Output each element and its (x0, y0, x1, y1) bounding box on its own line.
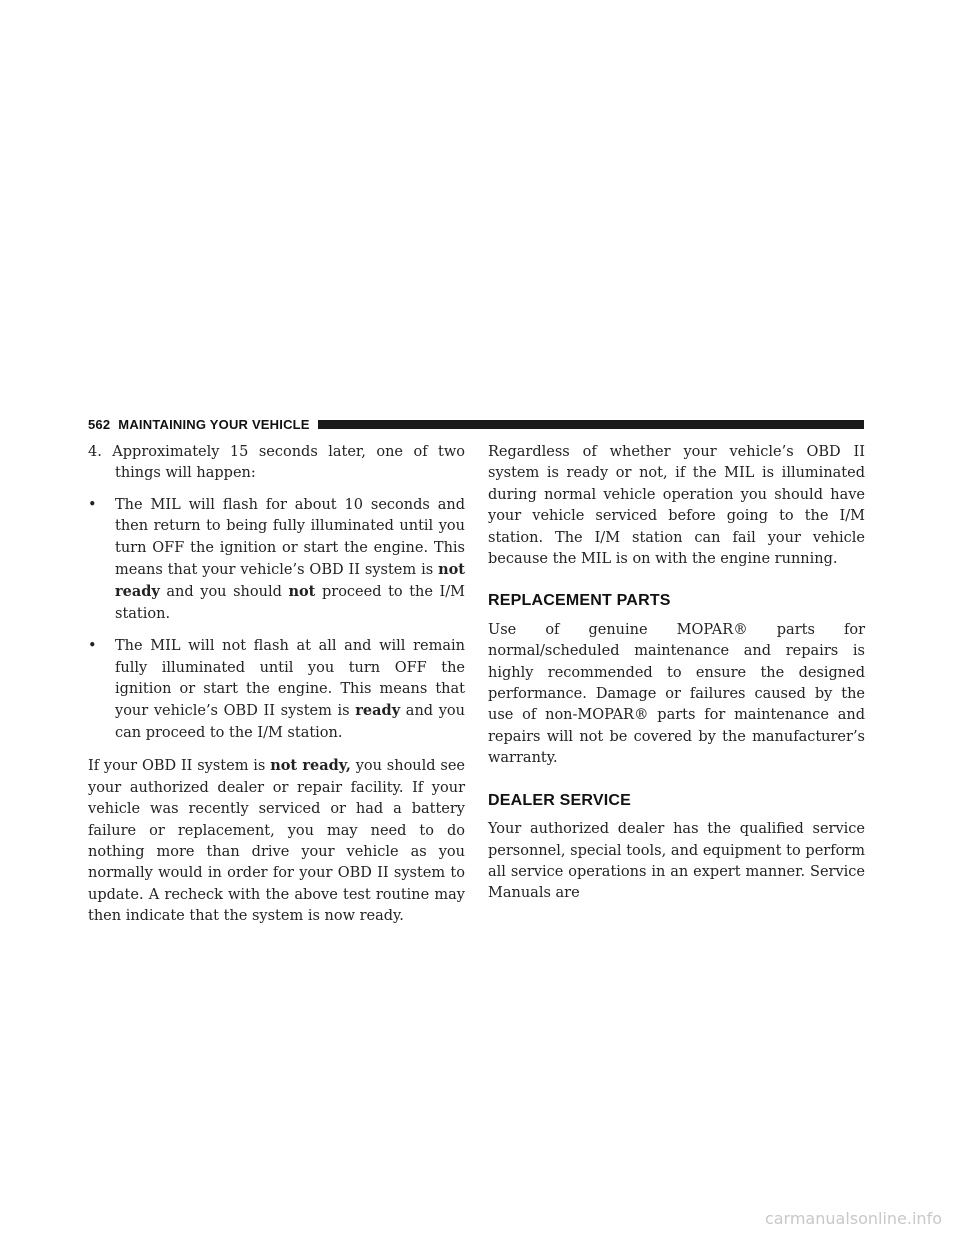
left-column (88, 442, 465, 938)
header-rule (318, 420, 864, 429)
page-header (88, 414, 864, 434)
bold-not: not (288, 583, 316, 601)
bold-not-ready-comma: not ready, (270, 757, 351, 775)
bullet-ready (88, 636, 465, 744)
bold-not-ready: not ready (115, 561, 465, 601)
intro-paragraph: Regardless of whether your vehicle’s OBD II system is ready or not, if the MIL is illuminated during normal vehicle operation you should have your vehicle serviced before going to the I/M station. The I/M station can fail your vehicle because the MIL is on with the engine running. (488, 444, 865, 568)
bullet-icon: • (88, 496, 97, 513)
bullet-text: The MIL will not flash at all and will remain fully illuminated until you turn OFF the ignition or start the engine. This means that your vehicle’s OBD II system is (115, 638, 465, 720)
paragraph-text: you should see your authorized dealer or repair facility. If your vehicle was recently serviced or had a battery failure or replacement, you may need to do nothing more than drive your vehicle as you normally would in order for your OBD II system to update. A recheck with the above test routine may then indicate that the system is now ready. (88, 758, 465, 925)
dealer-service-paragraph: Your authorized dealer has the qualified service personnel, special tools, and equipment to perform all service operations in an expert manner. Service Manuals are (488, 821, 865, 902)
bold-ready: ready (355, 702, 401, 720)
bullet-text: and you can proceed to the I/M station. (115, 703, 465, 741)
paragraph-text: If your OBD II system is (88, 758, 271, 775)
obd-not-ready-paragraph (88, 755, 465, 927)
page-number: 562 (88, 416, 111, 432)
bullet-text: proceed to the I/M station. (115, 584, 465, 622)
replacement-parts-heading: REPLACEMENT PARTS (488, 592, 671, 610)
dealer-service-heading: DEALER SERVICE (488, 791, 631, 809)
step-4: 4. Approximately 15 seconds later, one of two things will happen: (88, 444, 465, 482)
watermark: carmanualsonline.info (764, 1209, 942, 1228)
section-title: MAINTAINING YOUR VEHICLE (118, 416, 310, 432)
replacement-parts-paragraph: Use of genuine MOPAR® parts for normal/scheduled maintenance and repairs is highly recommended to ensure the designed performance. Damage or failures caused by the use of non-MOPAR® parts for maintenance and repairs will not be covered by the manufacturer’s warranty. (488, 621, 865, 767)
bullet-text: and you should (159, 584, 289, 601)
bullet-icon: • (88, 638, 97, 655)
bullet-not-ready (88, 495, 465, 625)
bullet-text: The MIL will flash for about 10 seconds and then return to being fully illuminated until you turn OFF the ignition or start the engine. This means that your vehicle’s OBD II system is (115, 496, 465, 579)
right-column (488, 442, 865, 915)
